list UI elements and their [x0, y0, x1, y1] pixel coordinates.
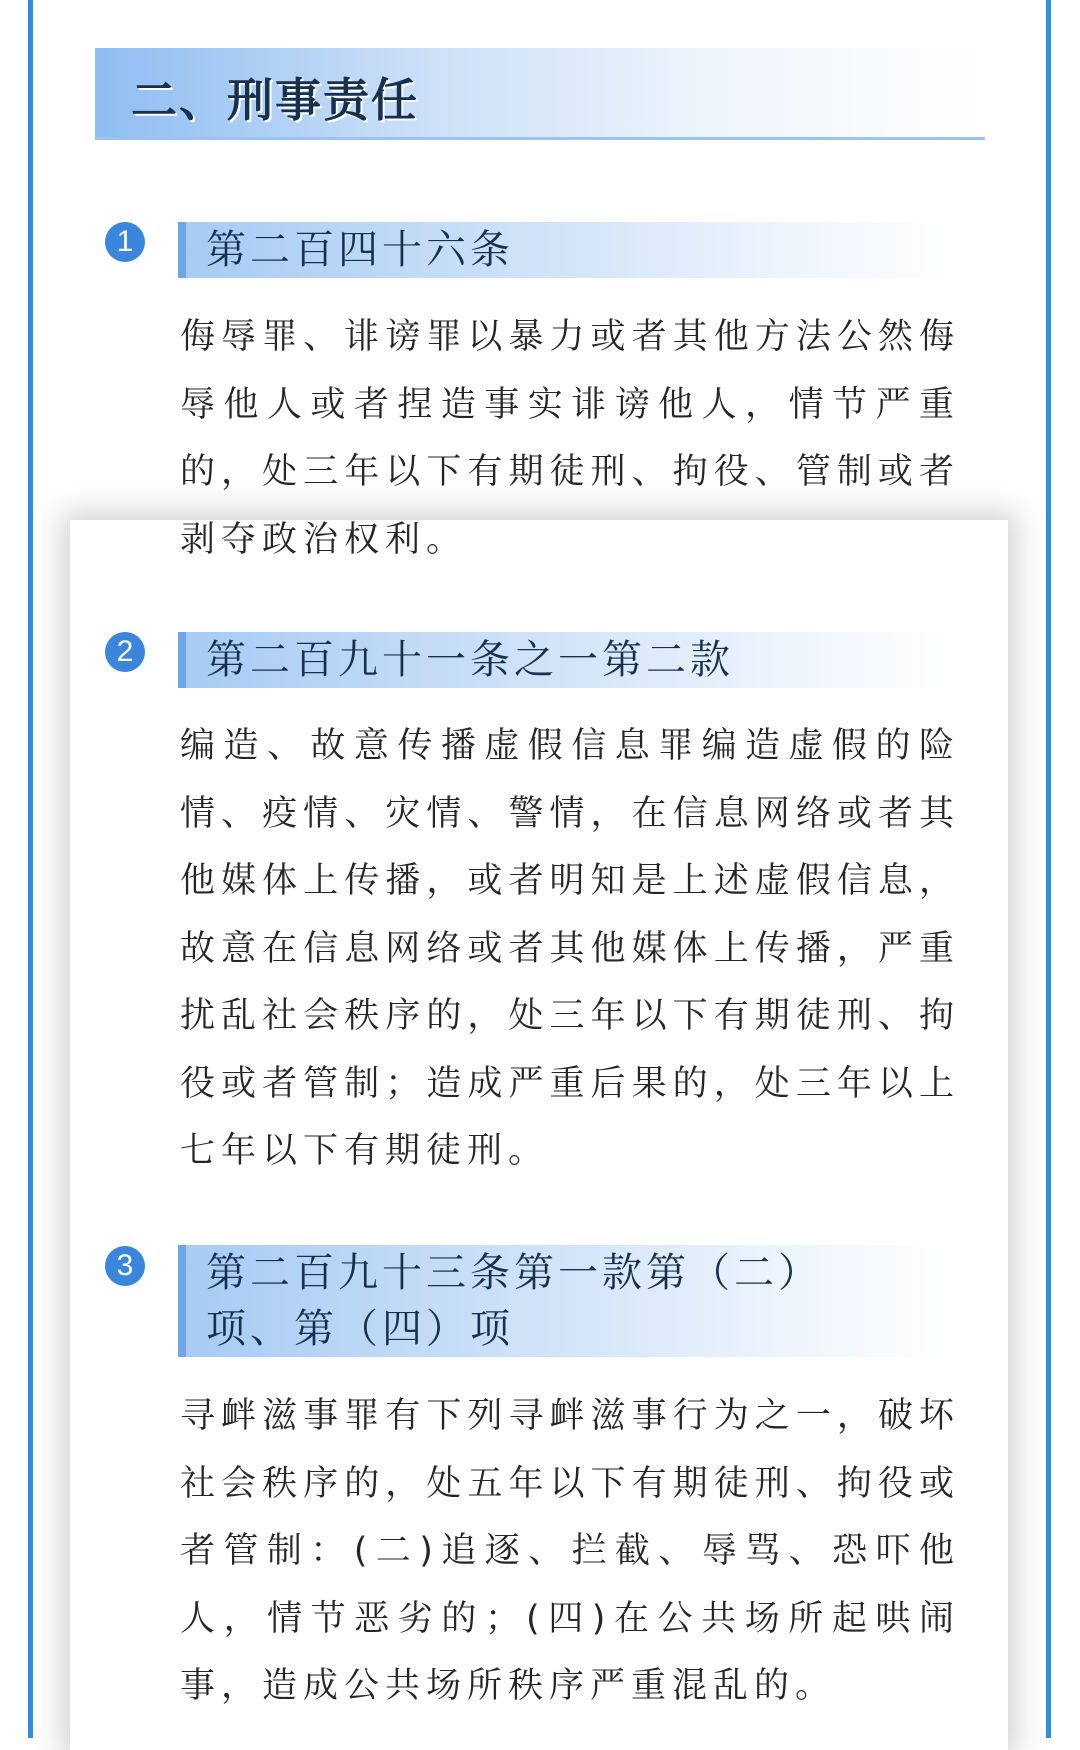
article-title-bar — [178, 632, 948, 688]
article-number-badge: 2 — [105, 632, 145, 672]
section-title: 二、刑事责任 — [131, 73, 419, 127]
article-title: 第二百九十一条之一第二款 — [206, 637, 734, 683]
article-body: 寻衅滋事罪有下列寻衅滋事行为之一，破坏社会秩序的，处五年以下有期徒刑、拘役或者管制：(二)追逐、拦截、辱骂、恐吓他人，情节恶劣的；(四)在公共场所起哄闹事，造成公共场所秩序严重混乱的。 — [180, 1396, 960, 1706]
article-title-bar — [178, 1245, 948, 1357]
article-body: 侮辱罪、诽谤罪以暴力或者其他方法公然侮辱他人或者捏造事实诽谤他人，情节严重的，处三年以下有期徒刑、拘役、管制或者剥夺政治权利。 — [180, 317, 960, 560]
article-number-badge: 1 — [105, 222, 145, 262]
article-number-badge: 3 — [105, 1246, 145, 1286]
article-body: 编造、故意传播虚假信息罪编造虚假的险情、疫情、灾情、警情，在信息网络或者其他媒体上传播，或者明知是上述虚假信息，故意在信息网络或者其他媒体上传播，严重扰乱社会秩序的，处三年以下有期徒刑、拘役或者管制；造成严重后果的，处三年以上七年以下有期徒刑。 — [180, 726, 960, 1171]
article-title: 第二百九十三条第一款第（二）项、第（四）项 — [206, 1250, 822, 1352]
section-header — [95, 48, 985, 140]
article-title: 第二百四十六条 — [206, 227, 514, 273]
article-title-bar — [178, 222, 948, 278]
